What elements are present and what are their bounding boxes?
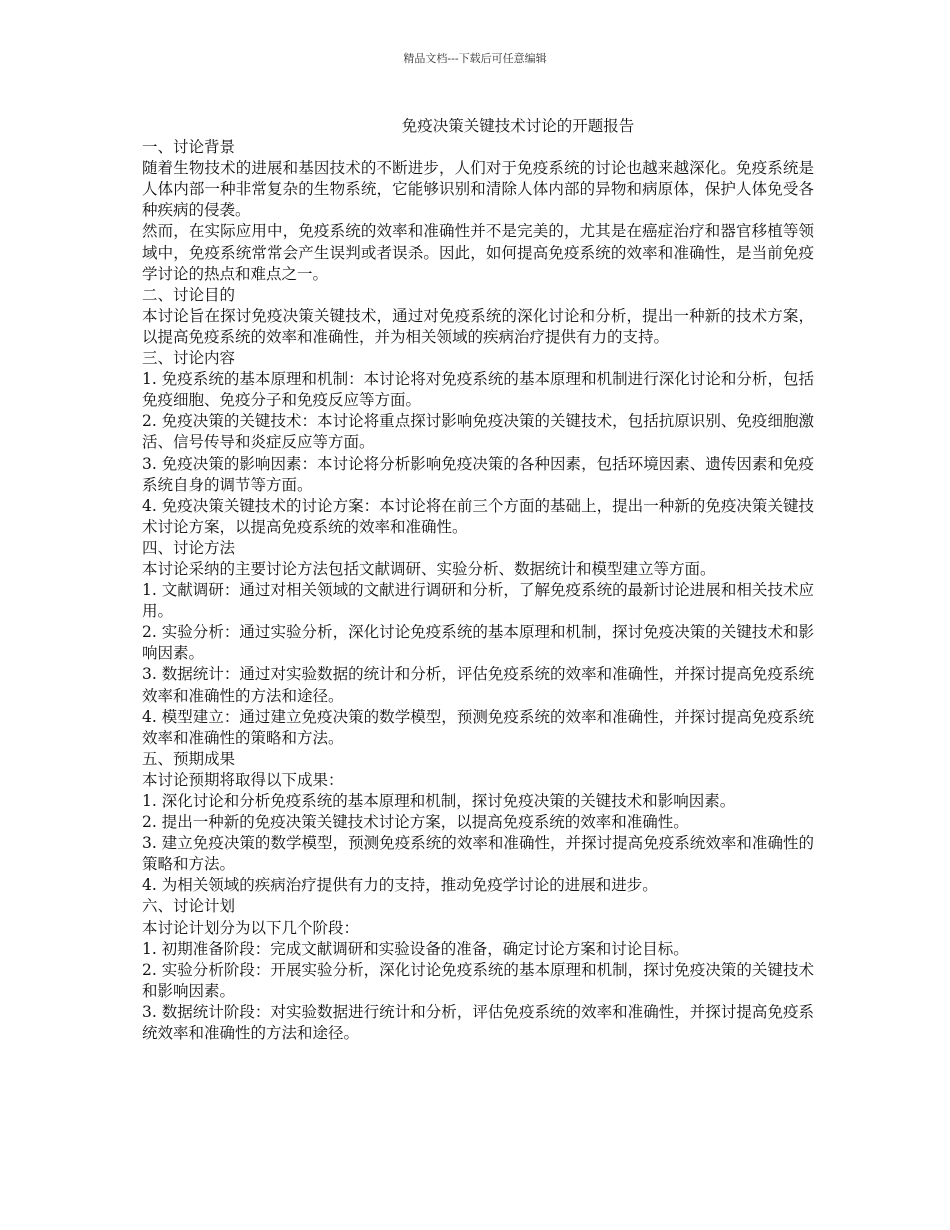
list-item: 2. 提出一种新的免疫决策关键技术讨论方案，以提高免疫系统的效率和准确性。 [142, 813, 689, 832]
paragraph: 本讨论旨在探讨免疫决策关键技术，通过对免疫系统的深化讨论和分析，提出一种新的技术方案，以提高免疫系统的效率和准确性，并为相关领域的疾病治疗提供有力的支持。 [142, 306, 814, 346]
section-methods [142, 538, 814, 749]
list-item: 1. 免疫系统的基本原理和机制：本讨论将对免疫系统的基本原理和机制进行深化讨论和分析，包括免疫细胞、免疫分子和免疫反应等方面。 [142, 370, 815, 410]
section-heading: 一、讨论背景 [142, 138, 236, 157]
paragraph: 本讨论采纳的主要讨论方法包括文献调研、实验分析、数据统计和模型建立等方面。 [142, 559, 716, 578]
list-item: 3. 建立免疫决策的数学模型，预测免疫系统的效率和准确性，并探讨提高免疫系统效率和准确性的策略和方法。 [142, 834, 815, 874]
section-heading: 二、讨论目的 [142, 285, 236, 304]
list-item: 3. 数据统计阶段：对实验数据进行统计和分析，评估免疫系统的效率和准确性，并探讨提高免疫系统效率和准确性的方法和途径。 [142, 1002, 815, 1043]
section-heading: 五、预期成果 [142, 749, 236, 768]
paragraph: 随着生物技术的进展和基因技术的不断进步，人们对于免疫系统的讨论也越来越深化。免疫系统是人体内部一种非常复杂的生物系统，它能够识别和清除人体内部的异物和病原体，保护人体免受各种疾病的侵袭。 [142, 159, 814, 220]
section-plan [142, 896, 814, 1044]
paragraph: 然而，在实际应用中，免疫系统的效率和准确性并不是完美的，尤其是在癌症治疗和器官移植等领域中，免疫系统常常会产生误判或者误杀。因此，如何提高免疫系统的效率和准确性，是当前免疫学讨论的热点和难点之一。 [142, 222, 814, 283]
section-background [142, 137, 814, 285]
section-heading: 三、讨论内容 [142, 349, 236, 368]
list-item: 1. 文献调研：通过对相关领域的文献进行调研和分析，了解免疫系统的最新讨论进展和相关技术应用。 [142, 581, 815, 621]
list-item: 2. 实验分析：通过实验分析，深化讨论免疫系统的基本原理和机制，探讨免疫决策的关键技术和影响因素。 [142, 623, 815, 663]
list-item: 4. 免疫决策关键技术的讨论方案：本讨论将在前三个方面的基础上，提出一种新的免疫决策关键技术讨论方案，以提高免疫系统的效率和准确性。 [142, 496, 815, 536]
list-item: 2. 免疫决策的关键技术：本讨论将重点探讨影响免疫决策的关键技术，包括抗原识别、免疫细胞激活、信号传导和炎症反应等方面。 [142, 412, 815, 452]
list-item: 2. 实验分析阶段：开展实验分析，深化讨论免疫系统的基本原理和机制，探讨免疫决策的关键技术和影响因素。 [142, 960, 815, 1000]
section-expected-results [142, 749, 814, 897]
paragraph: 本讨论计划分为以下几个阶段： [142, 918, 360, 937]
section-content [142, 348, 814, 538]
list-item: 4. 模型建立：通过建立免疫决策的数学模型，预测免疫系统的效率和准确性，并探讨提高免疫系统效率和准确性的策略和方法。 [142, 707, 815, 747]
list-item: 1. 深化讨论和分析免疫系统的基本原理和机制，探讨免疫决策的关键技术和影响因素。 [142, 792, 736, 810]
list-item: 1. 初期准备阶段：完成文献调研和实验设备的准备，确定讨论方案和讨论目标。 [142, 939, 689, 958]
section-purpose [142, 285, 814, 348]
list-item: 3. 免疫决策的影响因素：本讨论将分析影响免疫决策的各种因素，包括环境因素、遗传因素和免疫系统自身的调节等方面。 [142, 454, 815, 494]
page-header-watermark: 精品文档---下载后可任意编辑 [403, 52, 547, 65]
section-heading: 四、讨论方法 [142, 538, 236, 557]
document-title: 免疫决策关键技术讨论的开题报告 [401, 117, 635, 135]
document-body [142, 116, 814, 1044]
paragraph: 本讨论预期将取得以下成果： [142, 770, 344, 789]
list-item: 3. 数据统计：通过对实验数据的统计和分析，评估免疫系统的效率和准确性，并探讨提高免疫系统效率和准确性的方法和途径。 [142, 665, 815, 705]
section-heading: 六、讨论计划 [142, 897, 236, 916]
list-item: 4. 为相关领域的疾病治疗提供有力的支持，推动免疫学讨论的进展和进步。 [142, 876, 658, 895]
